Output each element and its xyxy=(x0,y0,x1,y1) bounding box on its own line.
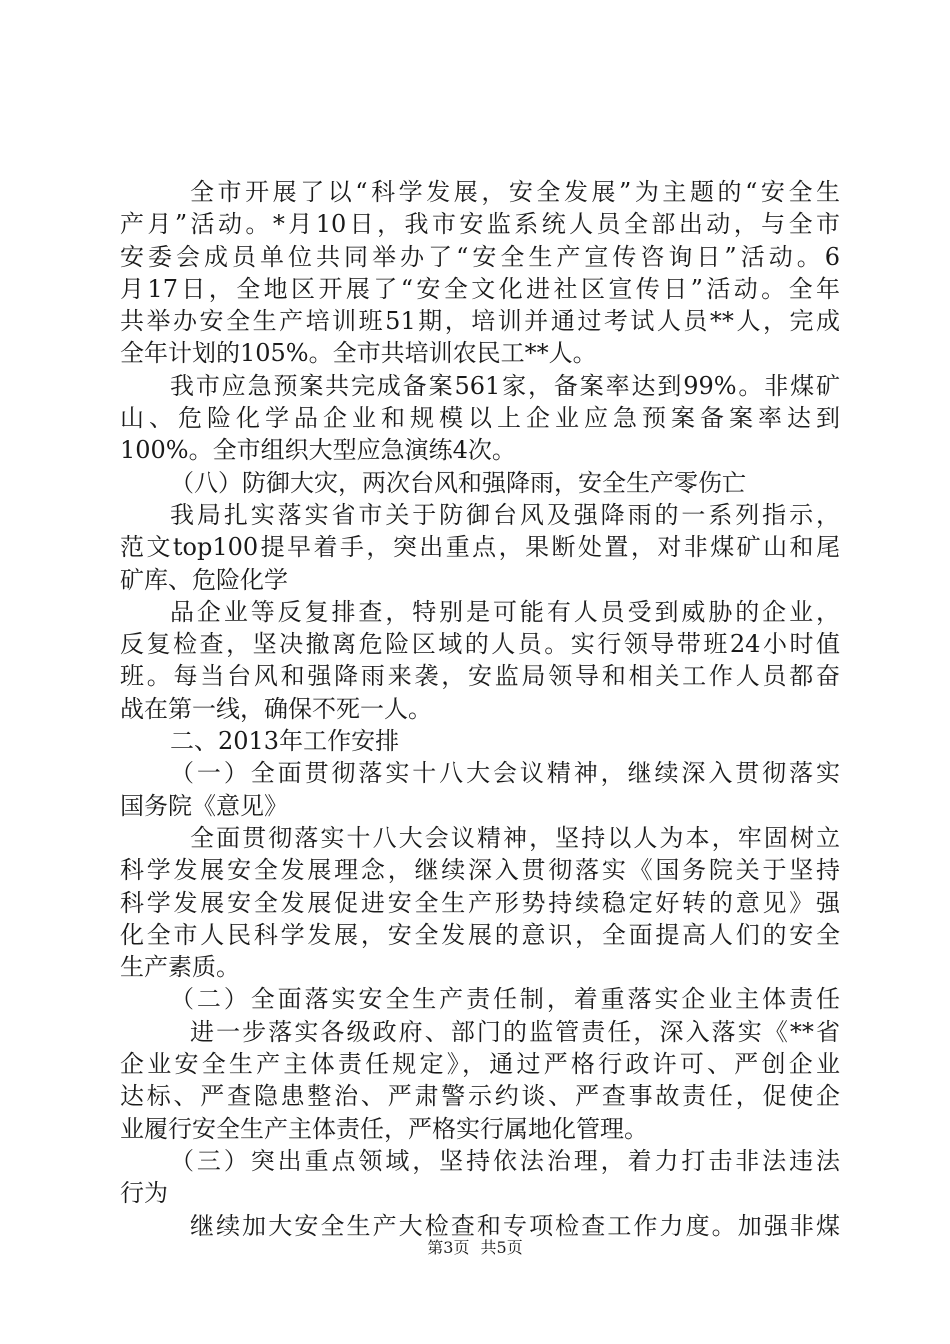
text-line: 班。每当台风和强降雨来袭，安监局领导和相关工作人员都奋 xyxy=(120,662,840,691)
text-line: 继续加大安全生产大检查和专项检查工作力度。加强非煤 xyxy=(190,1211,840,1240)
section-heading: 国务院《意见》 xyxy=(120,791,288,820)
text-line: 我局扎实落实省市关于防御台风及强降雨的一系列指示， xyxy=(170,500,840,529)
text-line: 100%。全市组织大型应急演练4次。 xyxy=(120,436,516,465)
section-heading: （三）突出重点领域，坚持依法治理，着力打击非法违法 xyxy=(170,1146,840,1175)
text-line: 达标、严查隐患整治、严肃警示约谈、严查事故责任，促使企 xyxy=(120,1082,840,1111)
text-line: 全面贯彻落实十八大会议精神，坚持以人为本，牢固树立 xyxy=(190,823,840,852)
text-line: 山、危险化学品企业和规模以上企业应急预案备案率达到 xyxy=(120,404,840,433)
text-line: 范文top100提早着手，突出重点，果断处置，对非煤矿山和尾 xyxy=(120,533,840,562)
section-heading: 二、2013年工作安排 xyxy=(170,727,400,756)
document-body xyxy=(120,176,840,1242)
text-line: 生产素质。 xyxy=(120,953,240,982)
text-line: 全市开展了以“科学发展，安全发展”为主题的“安全生 xyxy=(190,178,840,206)
text-line: 共举办安全生产培训班51期，培训并通过考试人员**人，完成 xyxy=(120,307,840,336)
text-line: 矿库、危险化学 xyxy=(120,565,288,594)
section-heading: （二）全面落实安全生产责任制，着重落实企业主体责任 xyxy=(170,985,840,1014)
text-line: 进一步落实各级政府、部门的监管责任，深入落实《**省 xyxy=(190,1017,840,1046)
text-line: 全年计划的105%。全市共培训农民工**人。 xyxy=(120,339,597,368)
section-heading: （八）防御大灾，两次台风和强降雨，安全生产零伤亡 xyxy=(170,468,746,497)
page-number: 第3页 xyxy=(427,1238,470,1257)
text-line: 月17日，全地区开展了“安全文化进社区宣传日”活动。全年 xyxy=(120,274,840,303)
text-line: 安委会成员单位共同举办了“安全生产宣传咨询日”活动。6 xyxy=(120,242,840,271)
text-line: 业履行安全生产主体责任，严格实行属地化管理。 xyxy=(120,1114,648,1143)
section-heading: （一）全面贯彻落实十八大会议精神，继续深入贯彻落实 xyxy=(170,759,840,788)
text-line: 产月”活动。*月10日，我市安监系统人员全部出动，与全市 xyxy=(120,210,840,239)
text-line: 化全市人民科学发展，安全发展的意识，全面提高人们的安全 xyxy=(120,920,840,949)
page-footer xyxy=(0,1236,950,1260)
text-line: 我市应急预案共完成备案561家，备案率达到99%。非煤矿 xyxy=(170,371,840,400)
text-line: 反复检查，坚决撤离危险区域的人员。实行领导带班24小时值 xyxy=(120,630,840,659)
text-line: 战在第一线，确保不死一人。 xyxy=(120,694,432,723)
section-heading: 行为 xyxy=(120,1179,168,1208)
page-total: 共5页 xyxy=(480,1238,523,1257)
text-line: 企业安全生产主体责任规定》，通过严格行政许可、严创企业 xyxy=(120,1050,840,1079)
text-line: 科学发展安全发展理念，继续深入贯彻落实《国务院关于坚持 xyxy=(120,856,840,885)
text-line: 科学发展安全发展促进安全生产形势持续稳定好转的意见》强 xyxy=(120,888,840,917)
text-line: 品企业等反复排查，特别是可能有人员受到威胁的企业， xyxy=(170,597,840,626)
